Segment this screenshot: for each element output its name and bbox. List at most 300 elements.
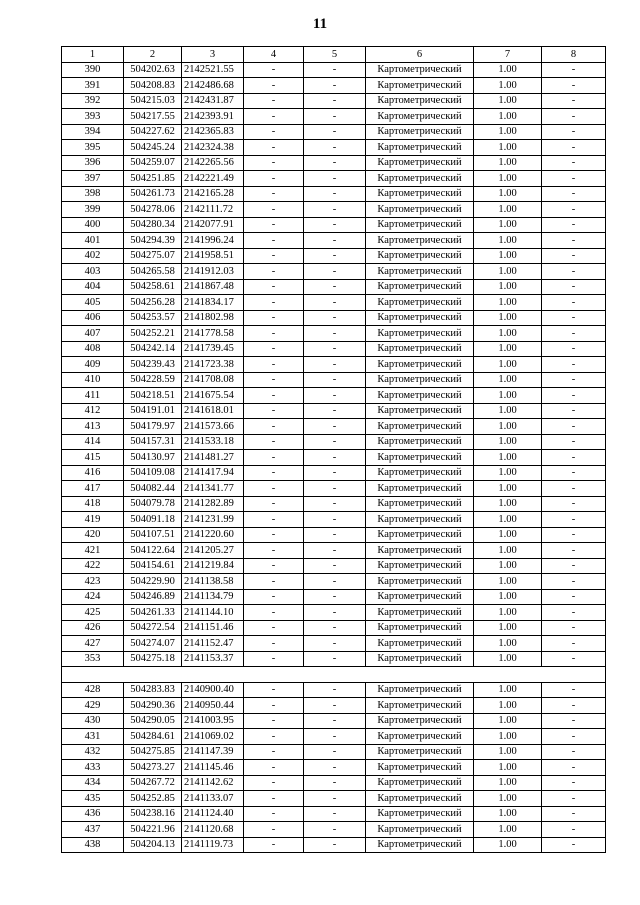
col-4-cell: - bbox=[244, 450, 304, 466]
accuracy-cell: 1.00 bbox=[474, 357, 542, 373]
col-8-cell: - bbox=[542, 326, 606, 342]
col-5-cell: - bbox=[304, 140, 366, 156]
accuracy-cell: 1.00 bbox=[474, 233, 542, 249]
col-4-cell: - bbox=[244, 496, 304, 512]
table-row bbox=[62, 372, 606, 388]
col-4-cell: - bbox=[244, 233, 304, 249]
y-coordinate-cell: 2141145.46 bbox=[182, 760, 244, 776]
x-coordinate-cell: 504261.73 bbox=[124, 186, 182, 202]
method-cell: Картометрический bbox=[366, 636, 474, 652]
table-row bbox=[62, 217, 606, 233]
col-4-cell: - bbox=[244, 729, 304, 745]
point-number-cell: 413 bbox=[62, 419, 124, 435]
y-coordinate-cell: 2140900.40 bbox=[182, 682, 244, 698]
x-coordinate-cell: 504229.90 bbox=[124, 574, 182, 590]
col-4-cell: - bbox=[244, 620, 304, 636]
col-8-cell: - bbox=[542, 620, 606, 636]
method-cell: Картометрический bbox=[366, 744, 474, 760]
y-coordinate-cell: 2141802.98 bbox=[182, 310, 244, 326]
col-8-cell: - bbox=[542, 186, 606, 202]
x-coordinate-cell: 504261.33 bbox=[124, 605, 182, 621]
x-coordinate-cell: 504267.72 bbox=[124, 775, 182, 791]
col-4-cell: - bbox=[244, 264, 304, 280]
accuracy-cell: 1.00 bbox=[474, 620, 542, 636]
table-row bbox=[62, 465, 606, 481]
col-4-cell: - bbox=[244, 124, 304, 140]
accuracy-cell: 1.00 bbox=[474, 806, 542, 822]
method-cell: Картометрический bbox=[366, 310, 474, 326]
col-4-cell: - bbox=[244, 202, 304, 218]
table-row bbox=[62, 729, 606, 745]
point-number-cell: 390 bbox=[62, 62, 124, 78]
y-coordinate-cell: 2141618.01 bbox=[182, 403, 244, 419]
accuracy-cell: 1.00 bbox=[474, 744, 542, 760]
y-coordinate-cell: 2141834.17 bbox=[182, 295, 244, 311]
col-5-cell: - bbox=[304, 574, 366, 590]
x-coordinate-cell: 504272.54 bbox=[124, 620, 182, 636]
point-number-cell: 431 bbox=[62, 729, 124, 745]
method-cell: Картометрический bbox=[366, 760, 474, 776]
method-cell: Картометрический bbox=[366, 698, 474, 714]
table-row bbox=[62, 264, 606, 280]
point-number-cell: 401 bbox=[62, 233, 124, 249]
col-5-cell: - bbox=[304, 837, 366, 853]
column-header: 8 bbox=[542, 47, 606, 63]
col-8-cell: - bbox=[542, 202, 606, 218]
y-coordinate-cell: 2142077.91 bbox=[182, 217, 244, 233]
col-4-cell: - bbox=[244, 434, 304, 450]
table-row bbox=[62, 357, 606, 373]
accuracy-cell: 1.00 bbox=[474, 822, 542, 838]
col-4-cell: - bbox=[244, 527, 304, 543]
col-4-cell: - bbox=[244, 217, 304, 233]
col-8-cell: - bbox=[542, 465, 606, 481]
method-cell: Картометрический bbox=[366, 326, 474, 342]
table-row bbox=[62, 713, 606, 729]
table-row bbox=[62, 698, 606, 714]
method-cell: Картометрический bbox=[366, 682, 474, 698]
col-5-cell: - bbox=[304, 481, 366, 497]
table-row bbox=[62, 512, 606, 528]
col-8-cell: - bbox=[542, 155, 606, 171]
column-header: 7 bbox=[474, 47, 542, 63]
col-5-cell: - bbox=[304, 186, 366, 202]
point-number-cell: 392 bbox=[62, 93, 124, 109]
col-5-cell: - bbox=[304, 124, 366, 140]
col-8-cell: - bbox=[542, 806, 606, 822]
x-coordinate-cell: 504252.85 bbox=[124, 791, 182, 807]
y-coordinate-cell: 2141133.07 bbox=[182, 791, 244, 807]
col-8-cell: - bbox=[542, 589, 606, 605]
col-5-cell: - bbox=[304, 698, 366, 714]
x-coordinate-cell: 504208.83 bbox=[124, 78, 182, 94]
point-number-cell: 423 bbox=[62, 574, 124, 590]
method-cell: Картометрический bbox=[366, 62, 474, 78]
col-8-cell: - bbox=[542, 419, 606, 435]
x-coordinate-cell: 504245.24 bbox=[124, 140, 182, 156]
point-number-cell: 398 bbox=[62, 186, 124, 202]
method-cell: Картометрический bbox=[366, 496, 474, 512]
col-5-cell: - bbox=[304, 357, 366, 373]
y-coordinate-cell: 2141119.73 bbox=[182, 837, 244, 853]
method-cell: Картометрический bbox=[366, 233, 474, 249]
accuracy-cell: 1.00 bbox=[474, 388, 542, 404]
method-cell: Картометрический bbox=[366, 574, 474, 590]
accuracy-cell: 1.00 bbox=[474, 837, 542, 853]
table-row bbox=[62, 558, 606, 574]
col-5-cell: - bbox=[304, 651, 366, 667]
y-coordinate-cell: 2142521.55 bbox=[182, 62, 244, 78]
y-coordinate-cell: 2141282.89 bbox=[182, 496, 244, 512]
table-row bbox=[62, 341, 606, 357]
col-5-cell: - bbox=[304, 713, 366, 729]
point-number-cell: 425 bbox=[62, 605, 124, 621]
col-5-cell: - bbox=[304, 326, 366, 342]
y-coordinate-cell: 2141152.47 bbox=[182, 636, 244, 652]
x-coordinate-cell: 504284.61 bbox=[124, 729, 182, 745]
y-coordinate-cell: 2141120.68 bbox=[182, 822, 244, 838]
accuracy-cell: 1.00 bbox=[474, 419, 542, 435]
table-row bbox=[62, 248, 606, 264]
col-4-cell: - bbox=[244, 574, 304, 590]
point-number-cell: 433 bbox=[62, 760, 124, 776]
col-8-cell: - bbox=[542, 357, 606, 373]
point-number-cell: 405 bbox=[62, 295, 124, 311]
col-5-cell: - bbox=[304, 341, 366, 357]
col-4-cell: - bbox=[244, 310, 304, 326]
col-4-cell: - bbox=[244, 605, 304, 621]
accuracy-cell: 1.00 bbox=[474, 527, 542, 543]
x-coordinate-cell: 504227.62 bbox=[124, 124, 182, 140]
method-cell: Картометрический bbox=[366, 620, 474, 636]
method-cell: Картометрический bbox=[366, 202, 474, 218]
col-4-cell: - bbox=[244, 93, 304, 109]
col-8-cell: - bbox=[542, 605, 606, 621]
point-number-cell: 430 bbox=[62, 713, 124, 729]
x-coordinate-cell: 504130.97 bbox=[124, 450, 182, 466]
accuracy-cell: 1.00 bbox=[474, 279, 542, 295]
col-8-cell: - bbox=[542, 481, 606, 497]
col-8-cell: - bbox=[542, 543, 606, 559]
y-coordinate-cell: 2141147.39 bbox=[182, 744, 244, 760]
y-coordinate-cell: 2141417.94 bbox=[182, 465, 244, 481]
y-coordinate-cell: 2141151.46 bbox=[182, 620, 244, 636]
col-8-cell: - bbox=[542, 140, 606, 156]
accuracy-cell: 1.00 bbox=[474, 496, 542, 512]
col-8-cell: - bbox=[542, 450, 606, 466]
accuracy-cell: 1.00 bbox=[474, 326, 542, 342]
y-coordinate-cell: 2141708.08 bbox=[182, 372, 244, 388]
col-8-cell: - bbox=[542, 171, 606, 187]
col-4-cell: - bbox=[244, 140, 304, 156]
col-4-cell: - bbox=[244, 357, 304, 373]
col-8-cell: - bbox=[542, 434, 606, 450]
method-cell: Картометрический bbox=[366, 341, 474, 357]
method-cell: Картометрический bbox=[366, 357, 474, 373]
col-8-cell: - bbox=[542, 93, 606, 109]
accuracy-cell: 1.00 bbox=[474, 543, 542, 559]
col-4-cell: - bbox=[244, 248, 304, 264]
col-4-cell: - bbox=[244, 372, 304, 388]
table-row bbox=[62, 93, 606, 109]
method-cell: Картометрический bbox=[366, 713, 474, 729]
point-number-cell: 411 bbox=[62, 388, 124, 404]
accuracy-cell: 1.00 bbox=[474, 93, 542, 109]
point-number-cell: 403 bbox=[62, 264, 124, 280]
col-8-cell: - bbox=[542, 388, 606, 404]
point-number-cell: 432 bbox=[62, 744, 124, 760]
point-number-cell: 429 bbox=[62, 698, 124, 714]
x-coordinate-cell: 504259.07 bbox=[124, 155, 182, 171]
x-coordinate-cell: 504273.27 bbox=[124, 760, 182, 776]
accuracy-cell: 1.00 bbox=[474, 124, 542, 140]
col-5-cell: - bbox=[304, 310, 366, 326]
col-5-cell: - bbox=[304, 620, 366, 636]
accuracy-cell: 1.00 bbox=[474, 713, 542, 729]
col-5-cell: - bbox=[304, 558, 366, 574]
col-5-cell: - bbox=[304, 109, 366, 125]
point-number-cell: 422 bbox=[62, 558, 124, 574]
y-coordinate-cell: 2141675.54 bbox=[182, 388, 244, 404]
table-separator bbox=[62, 667, 606, 683]
column-header: 3 bbox=[182, 47, 244, 63]
y-coordinate-cell: 2141481.27 bbox=[182, 450, 244, 466]
col-8-cell: - bbox=[542, 760, 606, 776]
point-number-cell: 399 bbox=[62, 202, 124, 218]
accuracy-cell: 1.00 bbox=[474, 140, 542, 156]
table-row bbox=[62, 760, 606, 776]
table-row bbox=[62, 806, 606, 822]
col-8-cell: - bbox=[542, 403, 606, 419]
point-number-cell: 421 bbox=[62, 543, 124, 559]
method-cell: Картометрический bbox=[366, 806, 474, 822]
col-5-cell: - bbox=[304, 217, 366, 233]
x-coordinate-cell: 504228.59 bbox=[124, 372, 182, 388]
point-number-cell: 391 bbox=[62, 78, 124, 94]
table-row bbox=[62, 791, 606, 807]
table-row bbox=[62, 822, 606, 838]
table-row bbox=[62, 233, 606, 249]
col-8-cell: - bbox=[542, 837, 606, 853]
x-coordinate-cell: 504218.51 bbox=[124, 388, 182, 404]
col-5-cell: - bbox=[304, 171, 366, 187]
y-coordinate-cell: 2141231.99 bbox=[182, 512, 244, 528]
col-4-cell: - bbox=[244, 651, 304, 667]
x-coordinate-cell: 504082.44 bbox=[124, 481, 182, 497]
table-row bbox=[62, 155, 606, 171]
method-cell: Картометрический bbox=[366, 527, 474, 543]
x-coordinate-cell: 504265.58 bbox=[124, 264, 182, 280]
point-number-cell: 408 bbox=[62, 341, 124, 357]
accuracy-cell: 1.00 bbox=[474, 589, 542, 605]
col-4-cell: - bbox=[244, 543, 304, 559]
point-number-cell: 402 bbox=[62, 248, 124, 264]
accuracy-cell: 1.00 bbox=[474, 682, 542, 698]
accuracy-cell: 1.00 bbox=[474, 698, 542, 714]
method-cell: Картометрический bbox=[366, 419, 474, 435]
accuracy-cell: 1.00 bbox=[474, 217, 542, 233]
col-5-cell: - bbox=[304, 760, 366, 776]
table-row bbox=[62, 326, 606, 342]
col-8-cell: - bbox=[542, 775, 606, 791]
table-row bbox=[62, 481, 606, 497]
method-cell: Картометрический bbox=[366, 822, 474, 838]
accuracy-cell: 1.00 bbox=[474, 450, 542, 466]
accuracy-cell: 1.00 bbox=[474, 403, 542, 419]
col-8-cell: - bbox=[542, 744, 606, 760]
x-coordinate-cell: 504202.63 bbox=[124, 62, 182, 78]
y-coordinate-cell: 2142111.72 bbox=[182, 202, 244, 218]
table-row bbox=[62, 140, 606, 156]
x-coordinate-cell: 504079.78 bbox=[124, 496, 182, 512]
point-number-cell: 400 bbox=[62, 217, 124, 233]
col-4-cell: - bbox=[244, 341, 304, 357]
y-coordinate-cell: 2140950.44 bbox=[182, 698, 244, 714]
x-coordinate-cell: 504157.31 bbox=[124, 434, 182, 450]
accuracy-cell: 1.00 bbox=[474, 605, 542, 621]
point-number-cell: 406 bbox=[62, 310, 124, 326]
x-coordinate-cell: 504294.39 bbox=[124, 233, 182, 249]
col-4-cell: - bbox=[244, 388, 304, 404]
x-coordinate-cell: 504179.97 bbox=[124, 419, 182, 435]
method-cell: Картометрический bbox=[366, 403, 474, 419]
x-coordinate-cell: 504204.13 bbox=[124, 837, 182, 853]
col-8-cell: - bbox=[542, 233, 606, 249]
accuracy-cell: 1.00 bbox=[474, 171, 542, 187]
y-coordinate-cell: 2141533.18 bbox=[182, 434, 244, 450]
x-coordinate-cell: 504278.06 bbox=[124, 202, 182, 218]
x-coordinate-cell: 504275.07 bbox=[124, 248, 182, 264]
col-8-cell: - bbox=[542, 62, 606, 78]
point-number-cell: 436 bbox=[62, 806, 124, 822]
table-body-group-2 bbox=[62, 682, 606, 853]
col-5-cell: - bbox=[304, 512, 366, 528]
col-8-cell: - bbox=[542, 791, 606, 807]
table-row bbox=[62, 450, 606, 466]
y-coordinate-cell: 2141996.24 bbox=[182, 233, 244, 249]
method-cell: Картометрический bbox=[366, 155, 474, 171]
y-coordinate-cell: 2142486.68 bbox=[182, 78, 244, 94]
col-8-cell: - bbox=[542, 217, 606, 233]
method-cell: Картометрический bbox=[366, 217, 474, 233]
x-coordinate-cell: 504242.14 bbox=[124, 341, 182, 357]
accuracy-cell: 1.00 bbox=[474, 465, 542, 481]
table-row bbox=[62, 419, 606, 435]
point-number-cell: 415 bbox=[62, 450, 124, 466]
col-4-cell: - bbox=[244, 109, 304, 125]
point-number-cell: 428 bbox=[62, 682, 124, 698]
y-coordinate-cell: 2141153.37 bbox=[182, 651, 244, 667]
table-row bbox=[62, 295, 606, 311]
x-coordinate-cell: 504091.18 bbox=[124, 512, 182, 528]
column-header: 5 bbox=[304, 47, 366, 63]
point-number-cell: 409 bbox=[62, 357, 124, 373]
col-5-cell: - bbox=[304, 248, 366, 264]
col-4-cell: - bbox=[244, 806, 304, 822]
x-coordinate-cell: 504253.57 bbox=[124, 310, 182, 326]
x-coordinate-cell: 504109.08 bbox=[124, 465, 182, 481]
col-8-cell: - bbox=[542, 822, 606, 838]
x-coordinate-cell: 504275.18 bbox=[124, 651, 182, 667]
method-cell: Картометрический bbox=[366, 651, 474, 667]
table-row bbox=[62, 434, 606, 450]
point-number-cell: 418 bbox=[62, 496, 124, 512]
col-8-cell: - bbox=[542, 279, 606, 295]
col-4-cell: - bbox=[244, 713, 304, 729]
table-row bbox=[62, 744, 606, 760]
method-cell: Картометрический bbox=[366, 78, 474, 94]
point-number-cell: 426 bbox=[62, 620, 124, 636]
x-coordinate-cell: 504122.64 bbox=[124, 543, 182, 559]
col-5-cell: - bbox=[304, 279, 366, 295]
point-number-cell: 435 bbox=[62, 791, 124, 807]
table-row bbox=[62, 388, 606, 404]
accuracy-cell: 1.00 bbox=[474, 512, 542, 528]
method-cell: Картометрический bbox=[366, 372, 474, 388]
accuracy-cell: 1.00 bbox=[474, 651, 542, 667]
method-cell: Картометрический bbox=[366, 264, 474, 280]
col-5-cell: - bbox=[304, 202, 366, 218]
col-5-cell: - bbox=[304, 264, 366, 280]
table-row bbox=[62, 651, 606, 667]
col-8-cell: - bbox=[542, 109, 606, 125]
col-5-cell: - bbox=[304, 822, 366, 838]
column-header: 2 bbox=[124, 47, 182, 63]
col-8-cell: - bbox=[542, 651, 606, 667]
y-coordinate-cell: 2141069.02 bbox=[182, 729, 244, 745]
method-cell: Картометрический bbox=[366, 589, 474, 605]
accuracy-cell: 1.00 bbox=[474, 341, 542, 357]
x-coordinate-cell: 504107.51 bbox=[124, 527, 182, 543]
accuracy-cell: 1.00 bbox=[474, 729, 542, 745]
y-coordinate-cell: 2141778.58 bbox=[182, 326, 244, 342]
col-8-cell: - bbox=[542, 729, 606, 745]
col-5-cell: - bbox=[304, 372, 366, 388]
table-row bbox=[62, 636, 606, 652]
col-8-cell: - bbox=[542, 574, 606, 590]
y-coordinate-cell: 2142365.83 bbox=[182, 124, 244, 140]
col-5-cell: - bbox=[304, 496, 366, 512]
col-8-cell: - bbox=[542, 527, 606, 543]
accuracy-cell: 1.00 bbox=[474, 62, 542, 78]
method-cell: Картометрический bbox=[366, 837, 474, 853]
x-coordinate-cell: 504280.34 bbox=[124, 217, 182, 233]
x-coordinate-cell: 504290.36 bbox=[124, 698, 182, 714]
y-coordinate-cell: 2141134.79 bbox=[182, 589, 244, 605]
col-5-cell: - bbox=[304, 775, 366, 791]
table-row bbox=[62, 403, 606, 419]
col-5-cell: - bbox=[304, 388, 366, 404]
method-cell: Картометрический bbox=[366, 465, 474, 481]
column-header: 1 bbox=[62, 47, 124, 63]
y-coordinate-cell: 2142324.38 bbox=[182, 140, 244, 156]
point-number-cell: 395 bbox=[62, 140, 124, 156]
point-number-cell: 393 bbox=[62, 109, 124, 125]
col-8-cell: - bbox=[542, 248, 606, 264]
col-8-cell: - bbox=[542, 636, 606, 652]
table-row bbox=[62, 589, 606, 605]
col-4-cell: - bbox=[244, 589, 304, 605]
y-coordinate-cell: 2141124.40 bbox=[182, 806, 244, 822]
table-row bbox=[62, 310, 606, 326]
method-cell: Картометрический bbox=[366, 186, 474, 202]
point-number-cell: 412 bbox=[62, 403, 124, 419]
point-number-cell: 417 bbox=[62, 481, 124, 497]
method-cell: Картометрический bbox=[366, 434, 474, 450]
col-8-cell: - bbox=[542, 295, 606, 311]
y-coordinate-cell: 2141341.77 bbox=[182, 481, 244, 497]
method-cell: Картометрический bbox=[366, 124, 474, 140]
